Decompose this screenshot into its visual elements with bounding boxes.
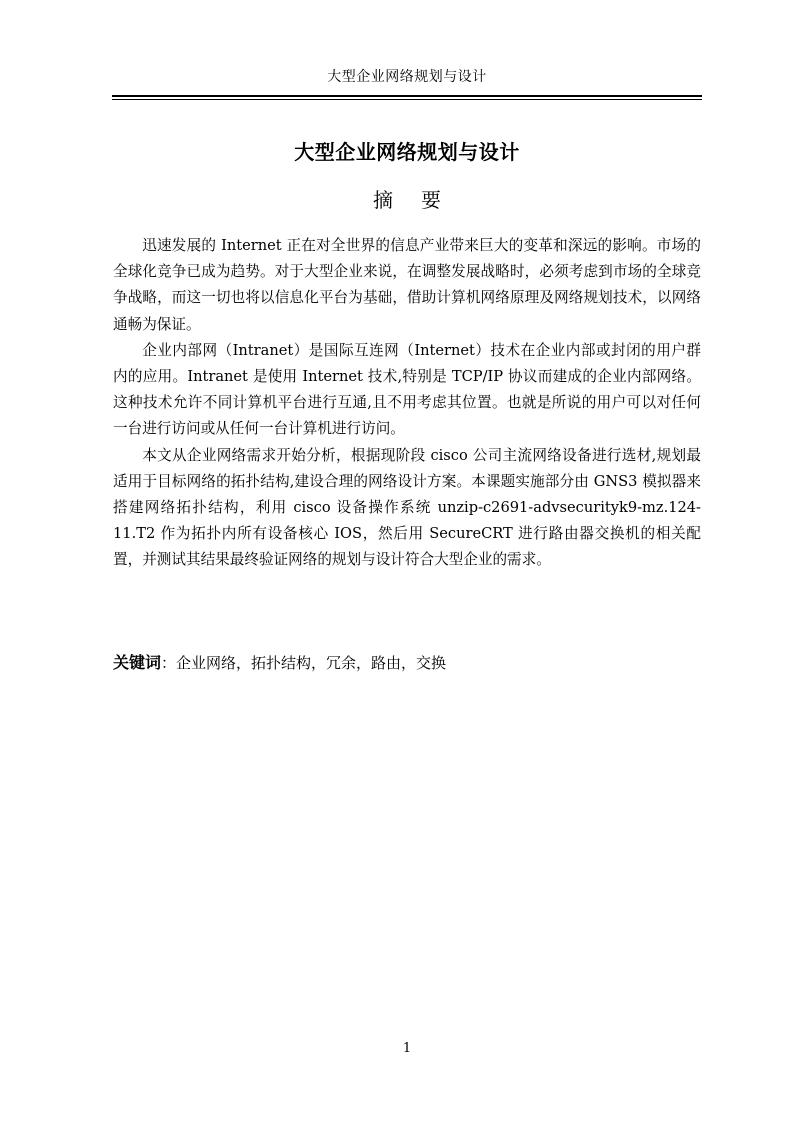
abstract-paragraph-1: 迅速发展的 Internet 正在对全世界的信息产业带来巨大的变革和深远的影响。市场的全球化竞争已成为趋势。对于大型企业来说，在调整发展战略时，必须考虑到市场的全球竞争战略，而这一切也将以信息化平台为基础，借助计算机网络原理及网络规划技术，以网络通畅为保证。 — [113, 237, 701, 333]
header-rule-thick — [112, 95, 702, 97]
keywords-label: 关键词 — [113, 653, 162, 672]
page-number: 1 — [402, 1041, 412, 1056]
abstract-body — [113, 233, 701, 574]
keywords-line — [113, 650, 701, 673]
running-header: 大型企业网络规划与设计 — [327, 69, 487, 85]
header-rule-thin — [112, 99, 702, 100]
abstract-paragraph-3: 本文从企业网络需求开始分析，根据现阶段 cisco 公司主流网络设备进行选材,规划最适用于目标网络的拓扑结构,建设合理的网络设计方案。本课题实施部分由 GNS3 模拟器来搭建网络拓扑结构，利用 cisco 设备操作系统 unzip-c2691-advsecurityk9-mz.124-11.T2 作为拓扑内所有设备核心 IOS，然后用 SecureCRT 进行路由器交换机的相关配置，并测试其结果最终验证网络的规划与设计符合大型企业的需求。 — [113, 446, 701, 569]
abstract-heading-char-1: 摘 — [373, 188, 393, 212]
document-title: 大型企业网络规划与设计 — [294, 140, 520, 164]
keywords-text: ：企业网络，拓扑结构，冗余，路由，交换 — [161, 654, 447, 672]
abstract-heading-char-2: 要 — [421, 188, 441, 212]
abstract-heading — [112, 184, 702, 213]
abstract-paragraph-2: 企业内部网（Intranet）是国际互连网（Internet）技术在企业内部或封闭的用户群内的应用。Intranet 是使用 Internet 技术,特别是 TCP/IP 协议而建成的企业内部网络。这种技术允许不同计算机平台进行互通,且不用考虑其位置。也就是所说的用户可以对任何一台进行访问或从任何一台计算机进行访问。 — [113, 341, 701, 438]
